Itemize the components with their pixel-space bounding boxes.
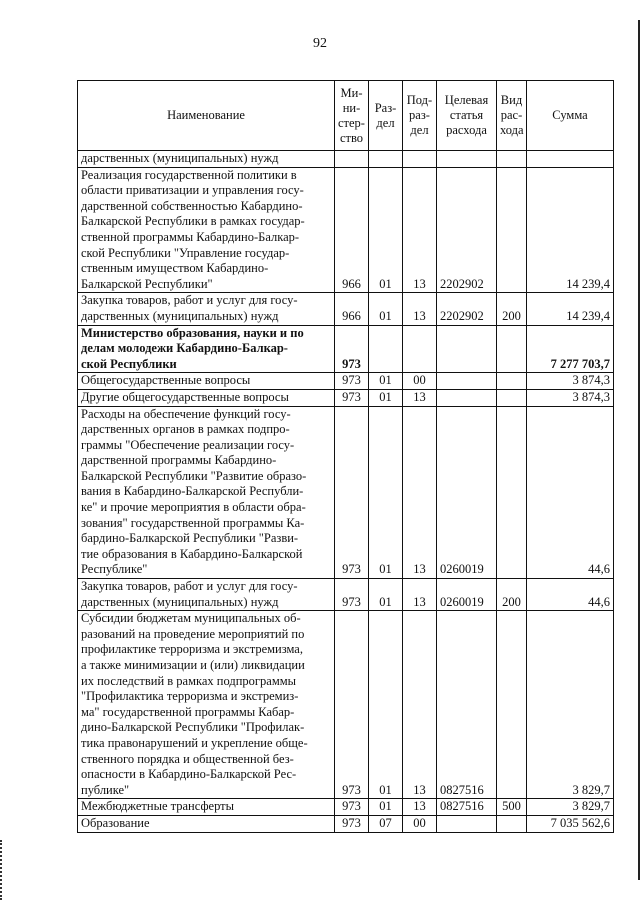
page-number: 92 bbox=[313, 36, 327, 51]
row-amount: 44,6 bbox=[527, 406, 614, 579]
scan-margin-mark bbox=[0, 840, 4, 900]
row-amount: 3 829,7 bbox=[527, 611, 614, 799]
row-ministry: 973 bbox=[335, 406, 369, 579]
row-name: Министерство образования, науки и по делам молодежи Кабардино-Балкар- ской Республики bbox=[78, 325, 335, 373]
table-row bbox=[78, 325, 614, 373]
header-name: Наименование bbox=[78, 81, 335, 151]
row-subsection: 13 bbox=[403, 579, 437, 611]
row-target-item: 2202902 bbox=[437, 167, 497, 293]
row-section: 07 bbox=[369, 815, 403, 832]
row-subsection: 13 bbox=[403, 406, 437, 579]
row-section bbox=[369, 325, 403, 373]
table-row bbox=[78, 167, 614, 293]
header-ministry: Ми- ни- стер- ство bbox=[335, 81, 369, 151]
row-name: Закупка товаров, работ и услуг для госу- дарственных (муниципальных) нужд bbox=[78, 293, 335, 325]
row-ministry: 973 bbox=[335, 799, 369, 816]
budget-table bbox=[77, 80, 614, 833]
row-expense-type bbox=[497, 815, 527, 832]
table-row bbox=[78, 579, 614, 611]
row-subsection bbox=[403, 325, 437, 373]
row-section: 01 bbox=[369, 293, 403, 325]
table-row bbox=[78, 406, 614, 579]
row-expense-type: 500 bbox=[497, 799, 527, 816]
table-row bbox=[78, 389, 614, 406]
row-amount: 14 239,4 bbox=[527, 167, 614, 293]
row-expense-type: 200 bbox=[497, 293, 527, 325]
row-name: Образование bbox=[78, 815, 335, 832]
row-ministry: 973 bbox=[335, 373, 369, 390]
row-amount: 7 277 703,7 bbox=[527, 325, 614, 373]
header-expense-type: Вид рас- хода bbox=[497, 81, 527, 151]
row-target-item: 0827516 bbox=[437, 799, 497, 816]
row-target-item bbox=[437, 373, 497, 390]
row-target-item: 2202902 bbox=[437, 293, 497, 325]
row-subsection: 13 bbox=[403, 167, 437, 293]
row-subsection: 13 bbox=[403, 389, 437, 406]
row-name: Межбюджетные трансферты bbox=[78, 799, 335, 816]
row-subsection: 00 bbox=[403, 815, 437, 832]
row-subsection: 13 bbox=[403, 611, 437, 799]
row-target-item bbox=[437, 389, 497, 406]
row-amount bbox=[527, 151, 614, 168]
row-section bbox=[369, 151, 403, 168]
row-ministry: 973 bbox=[335, 815, 369, 832]
row-target-item: 0827516 bbox=[437, 611, 497, 799]
row-ministry: 973 bbox=[335, 389, 369, 406]
row-amount: 3 874,3 bbox=[527, 389, 614, 406]
row-target-item: 0260019 bbox=[437, 579, 497, 611]
row-name: Субсидии бюджетам муниципальных об- разований на проведение мероприятий по профилактике терроризма и экстремизма, а также минимизации и (или) ликвидации их последствий в рамках подпрограммы "Профилактика терроризма и экстремиз- ма" государственной программы Кабар- дино-Балкарской Республики "Профилак- тика правонарушений и укрепление обще- ственного порядка и общественной без- опасности в Кабардино-Балкарской Рес- публике" bbox=[78, 611, 335, 799]
table-row bbox=[78, 293, 614, 325]
row-name: Реализация государственной политики в области приватизации и управления госу- дарственной собственностью Кабардино- Балкарской Республики в рамках государ- ственной программы Кабардино-Балкар- ской Республики "Управление государ- ственным имуществом Кабардино- Балкарской Республики" bbox=[78, 167, 335, 293]
header-amount: Сумма bbox=[527, 81, 614, 151]
row-ministry: 966 bbox=[335, 167, 369, 293]
row-subsection: 00 bbox=[403, 373, 437, 390]
row-ministry: 973 bbox=[335, 611, 369, 799]
row-target-item bbox=[437, 325, 497, 373]
row-expense-type bbox=[497, 373, 527, 390]
row-section: 01 bbox=[369, 799, 403, 816]
table-row bbox=[78, 151, 614, 168]
row-target-item bbox=[437, 815, 497, 832]
row-name: Общегосударственные вопросы bbox=[78, 373, 335, 390]
row-amount: 3 829,7 bbox=[527, 799, 614, 816]
row-section: 01 bbox=[369, 167, 403, 293]
header-section: Раз- дел bbox=[369, 81, 403, 151]
table-row bbox=[78, 799, 614, 816]
row-ministry bbox=[335, 151, 369, 168]
table-header-row bbox=[78, 81, 614, 151]
row-name: Другие общегосударственные вопросы bbox=[78, 389, 335, 406]
row-amount: 7 035 562,6 bbox=[527, 815, 614, 832]
table-row bbox=[78, 373, 614, 390]
row-amount: 14 239,4 bbox=[527, 293, 614, 325]
row-name: Расходы на обеспечение функций госу- дарственных органов в рамках подпро- граммы "Обеспечение реализации госу- дарственной программы Кабардино- Балкарской Республики "Развитие образо- вания в Кабардино-Балкарской Республи- ке" и прочие мероприятия в области обра- зования" государственной программы Ка- бардино-Балкарской Республики "Разви- тие образования в Кабардино-Балкарской Республике" bbox=[78, 406, 335, 579]
row-target-item: 0260019 bbox=[437, 406, 497, 579]
row-expense-type bbox=[497, 167, 527, 293]
row-amount: 44,6 bbox=[527, 579, 614, 611]
row-section: 01 bbox=[369, 579, 403, 611]
row-section: 01 bbox=[369, 389, 403, 406]
row-section: 01 bbox=[369, 406, 403, 579]
header-target-item: Целевая статья расхода bbox=[437, 81, 497, 151]
row-expense-type bbox=[497, 325, 527, 373]
row-name: дарственных (муниципальных) нужд bbox=[78, 151, 335, 168]
row-expense-type bbox=[497, 611, 527, 799]
header-subsection: Под- раз- дел bbox=[403, 81, 437, 151]
row-subsection: 13 bbox=[403, 293, 437, 325]
row-expense-type: 200 bbox=[497, 579, 527, 611]
row-section: 01 bbox=[369, 373, 403, 390]
table-row bbox=[78, 815, 614, 832]
row-ministry: 966 bbox=[335, 293, 369, 325]
row-target-item bbox=[437, 151, 497, 168]
row-subsection: 13 bbox=[403, 799, 437, 816]
row-expense-type bbox=[497, 406, 527, 579]
row-expense-type bbox=[497, 151, 527, 168]
row-ministry: 973 bbox=[335, 579, 369, 611]
row-ministry: 973 bbox=[335, 325, 369, 373]
row-section: 01 bbox=[369, 611, 403, 799]
row-name: Закупка товаров, работ и услуг для госу- дарственных (муниципальных) нужд bbox=[78, 579, 335, 611]
row-amount: 3 874,3 bbox=[527, 373, 614, 390]
table-row bbox=[78, 611, 614, 799]
row-expense-type bbox=[497, 389, 527, 406]
row-subsection bbox=[403, 151, 437, 168]
